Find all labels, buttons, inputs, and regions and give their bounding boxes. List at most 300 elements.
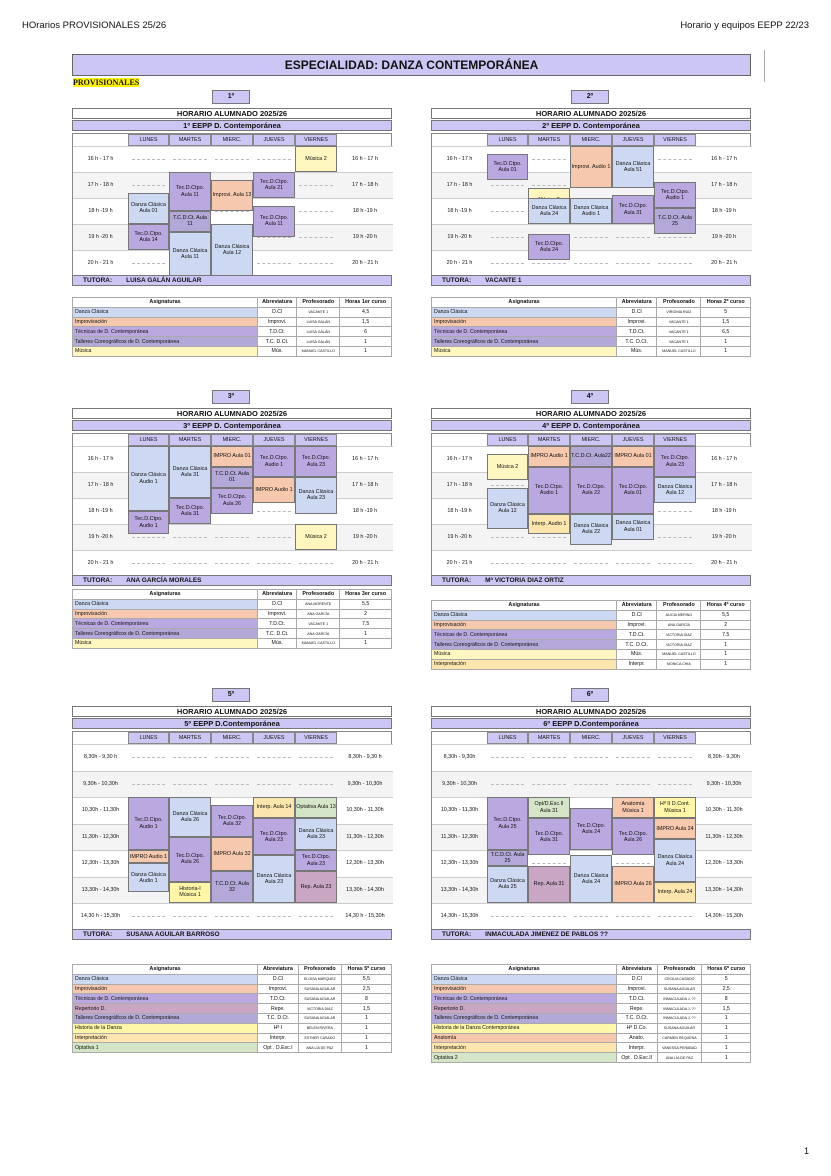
subject-hours: 1 [341, 1023, 391, 1033]
subject-hours: 1 [341, 1013, 391, 1023]
class-cell: Danza Clásica Aula 12 [211, 224, 253, 276]
day-header: MIERC. [570, 732, 612, 744]
subject-teacher: SUSANA AGUILAR [298, 984, 341, 994]
subject-teacher: VACANTE 1 [657, 327, 701, 337]
empty-slot [132, 916, 165, 917]
empty-slot [532, 757, 566, 758]
subject-teacher: CECILIA CASADO [657, 974, 702, 984]
subject-abbrev: T.D.Ct. [258, 994, 299, 1004]
class-cell: T.C.D.Ct. Aula 25 [487, 850, 528, 866]
tutor-label: TUTORA: [83, 577, 113, 584]
class-cell: T.C.D.Ct. Aula 11 [169, 211, 211, 232]
time-label: 18 h -19 h [711, 507, 737, 514]
day-header: LUNES [128, 434, 169, 446]
class-cell: Opt/D.Esc.II Aula 31 [528, 797, 570, 818]
class-cell: IMPRO Aula 26 [612, 866, 654, 903]
class-cell: Danza Clásica Aula 23 [295, 477, 337, 513]
empty-slot [173, 916, 207, 917]
subject-name: Improvisación [73, 317, 258, 327]
subject-abbrev: T.D.Ct. [617, 327, 657, 337]
class-cell: Tec.D.Ctpo. Audio 1 [128, 511, 169, 534]
subject-name: Historia de la Danza [73, 1023, 258, 1033]
class-cell: Improvi. Audio 1 [570, 146, 612, 188]
day-header: VIERNES [295, 732, 337, 744]
time-label: 17 h - 18 h [87, 181, 114, 188]
class-cell: IMPRO Audio 1 [253, 477, 295, 503]
class-cell: Danza Clásica Audio 1 [128, 446, 169, 511]
subject-abbrev: Hª D.Co. [617, 1023, 658, 1033]
time-label: 19 h -20 h [88, 533, 113, 540]
subject-teacher: SUSANA AGUILAR [657, 984, 702, 994]
subject-abbrev: Mús. [617, 649, 657, 659]
time-label: 11,30h - 12,30h [81, 833, 120, 840]
subject-teacher: VICTORIA DIAZ [298, 1004, 341, 1014]
subject-name: Interpretación [432, 1043, 617, 1053]
day-header: LUNES [487, 134, 528, 146]
subject-name: Interpretación [73, 1033, 258, 1043]
subject-hours: 5,5 [340, 599, 392, 609]
subject-teacher: VACANTE 1 [657, 317, 701, 327]
time-label: 13,30h - 14,30h [81, 886, 120, 893]
course-subtitle: 5º EEPP D.Contemporánea [72, 718, 392, 729]
class-cell: IMPRO Audio 1 [528, 446, 570, 467]
time-label: 12,30h - 13,30h [440, 860, 479, 867]
class-cell: Interp. Aula 24 [654, 882, 696, 903]
subject-hours: 1,5 [340, 317, 392, 327]
time-label: 14,30h - 15,30h [440, 913, 479, 920]
subject-hours: 2 [701, 620, 751, 630]
subject-row [432, 1033, 751, 1043]
subject-row [73, 1033, 392, 1043]
subject-teacher: SUSANA AGUILAR [298, 1013, 341, 1023]
schedule-block [431, 0, 751, 1176]
time-label: 17 h - 18 h [711, 181, 737, 188]
tutor-name: VACANTE 1 [485, 277, 522, 284]
subject-abbrev: Opt . D.Esc.I [258, 1043, 299, 1053]
subject-name: Técnicas de D. Contemporánea [432, 630, 617, 640]
course-subtitle: 6º EEPP D.Contemporánea [431, 718, 751, 729]
tutor-label: TUTORA: [442, 930, 472, 938]
time-label: 18 h -19 h [447, 507, 472, 514]
subject-abbrev: T.D.Ct. [258, 327, 297, 337]
subject-name: Danza Clásica [73, 974, 258, 984]
course-label: 6º [571, 688, 609, 702]
subject-name: Improvisación [432, 620, 617, 630]
time-label: 20 h - 21 h [446, 259, 473, 266]
empty-slot [215, 757, 249, 758]
subjects-table [431, 964, 751, 1063]
subjects-header-cell: Horas 4º curso [701, 601, 751, 611]
tutor-name: Mª VICTORIA DIAZ ORTIZ [485, 577, 564, 584]
class-cell: T.C.D.Ct. Aula 01 [211, 467, 253, 488]
header-right: Horario y equipos EEPP 22/23 [680, 20, 809, 31]
class-cell: Danza Clásica Aula 01 [612, 514, 654, 540]
class-cell: Anatomía Música 1 [612, 797, 654, 818]
empty-slot [257, 784, 291, 785]
subject-abbrev: D.Cl [258, 599, 297, 609]
subject-name: Talleres Coreográficos de D. Contemporánea [432, 337, 617, 347]
subject-abbrev: T.C. D.Ct. [617, 1013, 658, 1023]
subject-abbrev: Repe. [258, 1004, 299, 1014]
subject-abbrev: T.D.Ct. [258, 619, 297, 629]
subject-name: Talleres Coreográficos de D. Contemporánea [432, 1013, 617, 1023]
subject-teacher: LUISA GALÁN [297, 317, 340, 327]
class-cell: Tec.D.Ctpo. Aula 11 [253, 206, 295, 237]
time-label: 17 h - 18 h [352, 181, 378, 188]
time-label: 11,30h - 12,30h [705, 833, 743, 840]
subject-hours: 1 [702, 1033, 751, 1043]
day-header: LUNES [128, 134, 169, 146]
class-cell: Música 2 [295, 146, 337, 172]
empty-slot [299, 757, 333, 758]
subjects-header-cell: Asignaturas [432, 298, 617, 308]
subjects-header-cell: Horas 5º curso [341, 965, 391, 975]
subject-teacher: LUISA GALÁN [297, 327, 340, 337]
subjects-header-cell: Profesorado [298, 965, 341, 975]
subject-hours: 1 [701, 640, 751, 650]
day-header: VIERNES [654, 134, 696, 146]
day-header: MARTES [528, 732, 570, 744]
class-cell: Danza Clásica Aula 11 [169, 232, 211, 276]
time-label: 17 h - 18 h [352, 481, 378, 488]
subjects-header-cell: Horas 6º curso [702, 965, 751, 975]
time-label: 20 h - 21 h [87, 559, 114, 566]
course-subtitle: 3º EEPP D. Contemporánea [72, 420, 392, 431]
subject-name: Talleres Coreográficos de D. Contemporánea [73, 337, 258, 347]
empty-slot [257, 757, 291, 758]
subject-name: Improvisación [73, 984, 258, 994]
time-label: 17 h - 18 h [446, 481, 473, 488]
timetable-grid [72, 731, 392, 929]
course-label: 1º [212, 90, 250, 104]
class-cell: Danza Clásica Aula 22 [570, 514, 612, 545]
class-cell: Tec.D.Ctpo. Aula 22 [570, 467, 612, 514]
schedule-title: HORARIO ALUMNADO 2025/26 [431, 108, 751, 119]
subject-name: Improvisación [432, 984, 617, 994]
time-label: 11,30h - 12,30h [346, 833, 384, 840]
subject-teacher: ANA GARCÍA [297, 609, 340, 619]
schedule-title: HORARIO ALUMNADO 2025/26 [72, 408, 392, 419]
subject-abbrev: T.D.Ct. [617, 994, 658, 1004]
subject-hours: 2 [340, 609, 392, 619]
class-cell: Tec.D.Ctpo. Aula 31 [528, 818, 570, 855]
subject-abbrev: Improvi. [617, 620, 657, 630]
day-header: VIERNES [295, 434, 337, 446]
time-label: 19 h -20 h [352, 533, 378, 540]
day-header: MIERC. [211, 134, 253, 146]
subjects-header-cell: Abreviatura [258, 590, 297, 600]
class-cell: Tec.D.Ctpo. Audio 1 [528, 467, 570, 514]
subject-name: Técnicas de D. Contemporánea [73, 619, 258, 629]
subject-name: Música [73, 638, 258, 648]
day-header: VIERNES [654, 434, 696, 446]
time-label: 20 h - 21 h [711, 559, 737, 566]
subject-teacher: SUSANA AGUILAR [657, 1023, 702, 1033]
class-cell: Danza Clásica Aula 12 [654, 477, 696, 503]
header-left: HOrarios PROVISIONALES 25/26 [22, 20, 167, 31]
subject-name: Danza Clásica [432, 610, 617, 620]
day-header: LUNES [487, 732, 528, 744]
subject-name: Música [73, 346, 258, 356]
subject-row [73, 984, 392, 994]
day-header: JUEVES [253, 732, 295, 744]
empty-slot [616, 784, 650, 785]
subject-name: Técnicas de D. Contemporánea [73, 327, 258, 337]
subject-name: Improvisación [432, 317, 617, 327]
tutor-name: SUSANA AGUILAR BARROSO [126, 930, 220, 938]
empty-slot [574, 757, 608, 758]
subject-abbrev: Repe. [617, 1004, 658, 1014]
subject-abbrev: Interpr. [258, 1033, 299, 1043]
tutor-name: INMACULADA JIMENEZ DE PABLOS ?? [485, 930, 608, 938]
course-subtitle: 2º EEPP D. Contemporánea [431, 120, 751, 131]
subject-teacher: ALICIA MERINO [657, 610, 701, 620]
class-cell: Tec.D.Ctpo. Aula 11 [169, 172, 211, 211]
subject-row [73, 994, 392, 1004]
subject-teacher: BELEN RIVERA [298, 1023, 341, 1033]
subjects-header-cell: Profesorado [657, 965, 702, 975]
subject-teacher: INMACULADA J. ?? [657, 1004, 702, 1014]
subject-teacher: ANA GARCÍA [297, 629, 340, 639]
class-cell: Danza Clásica Audio 1 [128, 863, 169, 892]
subject-hours: 1 [340, 629, 392, 639]
tutor-label: TUTORA: [83, 930, 113, 938]
class-cell: Tec.D.Ctpo. Audio 1 [128, 797, 169, 850]
empty-slot [491, 916, 524, 917]
course-subtitle: 1º EEPP D. Contemporánea [72, 120, 392, 131]
class-cell: Rep. Aula 31 [528, 866, 570, 903]
time-label: 14,30h - 15,30h [705, 913, 743, 920]
subject-hours: 1 [341, 1043, 391, 1053]
subject-name: Repertorio D. [432, 1004, 617, 1014]
class-cell: Tec.D.Ctpo. Aula 23 [295, 446, 337, 477]
subject-hours: 2,5 [702, 984, 751, 994]
subject-row [73, 1043, 392, 1053]
subject-name: Talleres Coreográficos de D. Contemporánea [73, 1013, 258, 1023]
time-label: 12,30h - 13,30h [346, 860, 384, 867]
time-label: 12,30h - 13,30h [81, 860, 120, 867]
subject-hours: 8 [341, 994, 391, 1004]
subjects-header-cell: Profesorado [297, 298, 340, 308]
subject-abbrev: Improvi. [258, 984, 299, 994]
empty-slot [132, 784, 165, 785]
subject-name: Optativa 2 [432, 1053, 617, 1063]
empty-slot [658, 784, 692, 785]
time-label: 16 h - 17 h [87, 455, 114, 462]
subject-row [432, 1023, 751, 1033]
subject-teacher: VACANTE 1 [297, 619, 340, 629]
subjects-header-cell: Profesorado [657, 298, 701, 308]
class-cell: IMPRO Audio 1 [128, 850, 169, 863]
subject-hours: 1 [340, 346, 392, 356]
empty-slot [173, 757, 207, 758]
day-header: LUNES [128, 732, 169, 744]
subjects-header-cell: Horas 2º curso [701, 298, 751, 308]
subject-hours: 1 [701, 649, 751, 659]
subject-teacher: MANUEL CASTILLO [297, 638, 340, 648]
time-label: 14,30 h - 15,30h [80, 913, 121, 920]
class-cell: Interp. Aula 14 [253, 797, 295, 818]
subject-teacher: VACANTE 1 [657, 337, 701, 347]
class-cell: Danza Clásica Aula 51 [612, 146, 654, 188]
class-cell: Danza Clásica Aula 26 [169, 797, 211, 837]
tutor-label: TUTORA: [442, 577, 472, 584]
subject-abbrev: D.Cl [258, 974, 299, 984]
subject-name: Optativa 1 [73, 1043, 258, 1053]
subject-hours: 2,5 [341, 984, 391, 994]
class-cell: Tec.D.Ctpo. Aula 32 [211, 805, 253, 837]
empty-slot [173, 784, 207, 785]
subject-name: Música [432, 346, 617, 356]
subject-teacher: CARMEN REQUENA [657, 1033, 702, 1043]
class-cell: Danza Clásica Aula 12 [487, 488, 528, 530]
class-cell: T.C.D.Ct. Aula 25 [654, 208, 696, 234]
day-header: MIERC. [570, 134, 612, 146]
time-label: 13,30h - 14,30h [705, 886, 743, 893]
empty-slot [299, 916, 333, 917]
tutor-bar [72, 929, 392, 940]
class-cell: Tec.D.Ctpo. Aula 21 [253, 172, 295, 198]
class-cell: Tec.D.Ctpo. Aula 23 [295, 850, 337, 871]
class-cell: IMPRO Aula 24 [654, 818, 696, 839]
time-label: 19 h -20 h [447, 533, 472, 540]
schedule-title: HORARIO ALUMNADO 2025/26 [431, 706, 751, 717]
subjects-table [72, 964, 392, 1053]
subject-teacher: ELOISA MÁRQUEZ [298, 974, 341, 984]
subject-hours: 6 [340, 327, 392, 337]
time-label: 20 h - 21 h [87, 259, 114, 266]
time-label: 16 h - 17 h [446, 455, 473, 462]
class-cell: Tec.D.Ctpo. Aula 26 [169, 837, 211, 882]
subject-name: Danza Clásica [73, 599, 258, 609]
subject-row [432, 1043, 751, 1053]
time-label: 16 h - 17 h [352, 455, 378, 462]
subject-teacher: SUSANA AGUILAR [298, 994, 341, 1004]
subject-hours: 7,5 [340, 619, 392, 629]
class-cell: Música 2 [487, 454, 528, 480]
subjects-header-cell: Horas 3er curso [340, 590, 392, 600]
time-label: 16 h - 17 h [446, 155, 473, 162]
subject-teacher: LUISA GALÁN [297, 337, 340, 347]
subject-row [432, 984, 751, 994]
subject-abbrev: T.D.Ct. [617, 630, 657, 640]
day-header: VIERNES [295, 134, 337, 146]
subject-teacher: MANUEL CASTILLO [657, 346, 701, 356]
subject-abbrev: Mús. [258, 638, 297, 648]
day-header: JUEVES [612, 134, 654, 146]
class-cell: Tec.D.Ctpo. Aula 26 [612, 818, 654, 855]
subject-teacher: ANA LÍA DE PAZ [657, 1053, 702, 1063]
class-cell: Danza Clásica Aula 24 [570, 855, 612, 903]
time-label: 18 h -19 h [88, 207, 113, 214]
subject-hours: 8 [702, 994, 751, 1004]
subject-abbrev: Opt . D.Esc.II [617, 1053, 658, 1063]
empty-slot [532, 784, 566, 785]
subject-hours: 1 [341, 1033, 391, 1043]
empty-slot [532, 916, 566, 917]
subject-hours: 5 [701, 307, 751, 317]
subject-abbrev: Improvi. [258, 317, 297, 327]
timetable-grid [431, 731, 751, 929]
subject-row [73, 974, 392, 984]
subject-abbrev: D.Cl [617, 974, 658, 984]
subject-name: Anatomía [432, 1033, 617, 1043]
class-cell: Danza Clásica Aula 25 [487, 866, 528, 903]
empty-slot [658, 757, 692, 758]
subject-abbrev: Interpr. [617, 1043, 658, 1053]
subject-teacher: ANA GARCÍA [657, 620, 701, 630]
class-cell: Interp. Audio 1 [528, 514, 570, 535]
day-header: JUEVES [253, 134, 295, 146]
course-label: 5º [212, 688, 250, 702]
time-label: 19 h -20 h [711, 233, 737, 240]
time-label: 9,30h - 10,30h [347, 780, 383, 787]
day-header: JUEVES [253, 434, 295, 446]
subject-abbrev: T.C. D.Ct. [258, 1013, 299, 1023]
day-header: LUNES [487, 434, 528, 446]
subject-teacher: MANUEL CASTILLO [657, 649, 701, 659]
time-label: 13,30h - 14,30h [440, 886, 479, 893]
empty-slot [574, 916, 608, 917]
time-label: 18 h -19 h [352, 207, 378, 214]
time-label: 10,30h - 11,30h [81, 807, 120, 814]
subject-hours: 5,5 [341, 974, 391, 984]
day-header: MARTES [169, 134, 211, 146]
time-label: 17 h - 18 h [87, 481, 114, 488]
subject-teacher: ANA MORENTE [297, 599, 340, 609]
subject-hours: 7.5 [701, 630, 751, 640]
time-label: 8,30h - 9,30h [708, 754, 740, 761]
subject-row [432, 1053, 751, 1063]
subject-teacher: VIRGINIA RUIZ [657, 307, 701, 317]
subject-hours: 6,5 [701, 327, 751, 337]
subject-row [432, 1004, 751, 1014]
class-cell: Tec.D.Ctpo. Aula 25 [487, 797, 528, 850]
subject-hours: 1 [702, 1013, 751, 1023]
subjects-header [73, 965, 392, 975]
subjects-header-cell: Horas 1er curso [340, 298, 392, 308]
class-cell: Tec.D.Ctpo. Aula 14 [128, 224, 169, 250]
subject-hours: 1 [340, 337, 392, 347]
subjects-header-cell: Asignaturas [432, 965, 617, 975]
empty-slot [491, 784, 524, 785]
time-label: 16 h - 17 h [87, 155, 114, 162]
provisional-text: PROVISIONALES [73, 78, 140, 87]
day-header: VIERNES [654, 732, 696, 744]
time-label: 9,30h - 10,30h [442, 780, 477, 787]
tutor-bar [431, 929, 751, 940]
class-cell: IMPRO Aula 01 [211, 446, 253, 467]
day-header: MARTES [528, 134, 570, 146]
class-cell: Danza Clásica Aula 31 [169, 446, 211, 498]
tutor-name: LUISA GALÁN AGUILAR [126, 277, 202, 284]
class-cell: IMPRO Aula 01 [612, 446, 654, 467]
time-label: 12,30h - 13,30h [705, 860, 743, 867]
subjects-header-cell: Asignaturas [432, 601, 617, 611]
subject-abbrev: Hª I [258, 1023, 299, 1033]
subject-name: Improvisación [73, 609, 258, 619]
tutor-label: TUTORA: [442, 277, 472, 284]
day-header: JUEVES [612, 434, 654, 446]
time-label: 13,30h - 14,30h [346, 886, 384, 893]
empty-slot [574, 784, 608, 785]
class-cell: Danza Clásica Aula 23 [253, 855, 295, 903]
subject-name: Música [432, 649, 617, 659]
empty-slot [616, 916, 650, 917]
subject-hours: 4,5 [340, 307, 392, 317]
time-label: 20 h - 21 h [352, 559, 378, 566]
subject-name: Talleres Coreográficos de D. Contemporánea [432, 640, 617, 650]
